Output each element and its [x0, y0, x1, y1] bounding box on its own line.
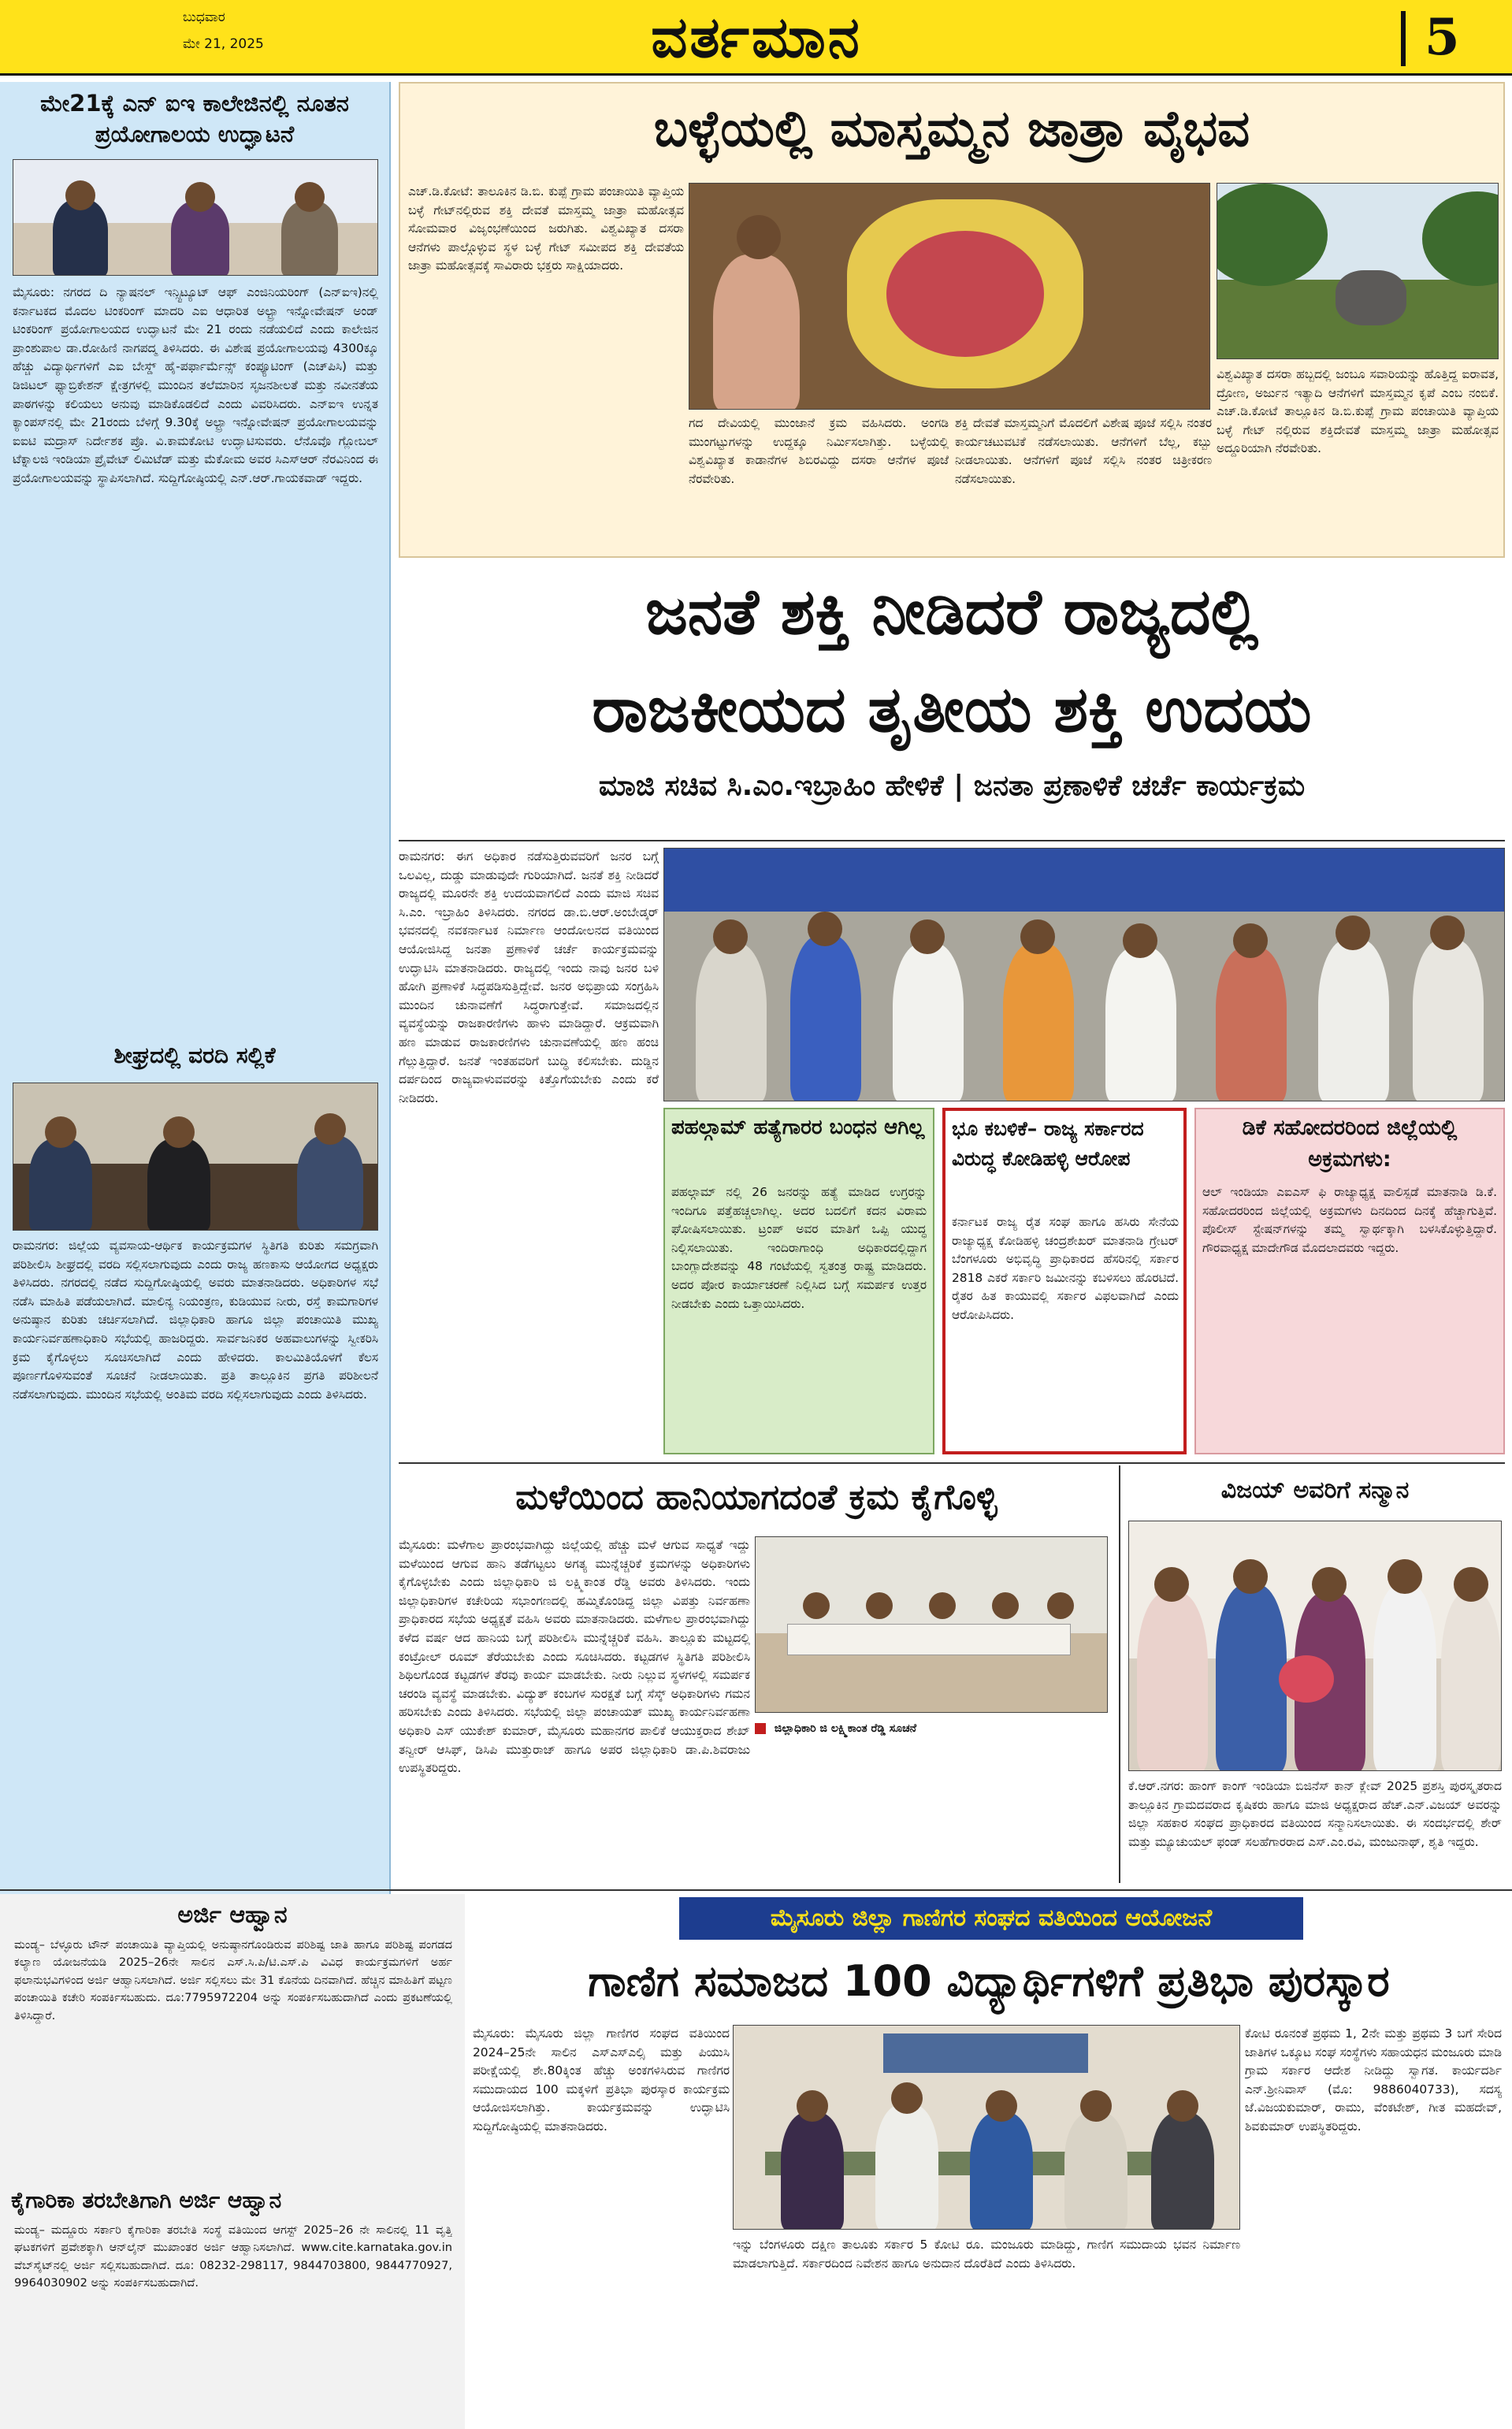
- bottom-col2: ಇನ್ನು ಬೆಂಗಳೂರು ದಕ್ಷಿಣ ತಾಲೂಕು ಸರ್ಕಾರ 5 ಕೋಟಿ ರೂ. ಮಂಜೂರು ಮಾಡಿದ್ದು, ಗಾಣಿಗ ಸಮುದಾಯ ಭವನ ನಿರ್ಮಾಣ ಮಾಡಲಾಗುತ್ತಿದೆ. ಸರ್ಕಾರದಿಂದ ನಿವೇಶನ ಹಾಗೂ ಅನುದಾನ ದೊರೆತಿದೆ ಎಂದು ತಿಳಿಸಿದರು.: [733, 2238, 1240, 2271]
- notice-1-headline: ಅರ್ಜಿ ಆಹ್ವಾನ: [177, 1901, 288, 1929]
- left-story-1-headline: ಮೇ21ಕ್ಕೆ ಎನ್ ಐಇ ಕಾಲೇಜಿನಲ್ಲಿ ನೂತನ ಪ್ರಯೋಗಾಲಯ ಉದ್ಘಾಟನೆ: [40, 90, 349, 147]
- bottom-divider: [0, 1889, 1512, 1891]
- box-green-headline: ಪಹಲ್ಗಾಮ್ ಹತ್ಯೆಗಾರರ ಬಂಧನ ಆಗಿಲ್ಲ: [671, 1116, 925, 1139]
- mid-divider: [399, 1462, 1505, 1464]
- felicitation-divider: [1119, 1465, 1120, 1883]
- left-story-2-photo: [13, 1083, 378, 1231]
- top-story-col2: ಗದ ದೇವಿಯಲ್ಲಿ ಮುಂಜಾನೆ ಕ್ರಮ ವಹಿಸಿದರು. ಅಂಗಡಿ ಮುಂಗಟ್ಟುಗಳನ್ನು ಉದ್ದಕ್ಕೂ ನಿರ್ಮಿಸಲಾಗಿತ್ತು. ಬಳ್ಳೆಯಲ್ಲಿ ವಿಶ್ವವಿಖ್ಯಾತ ಕಾಡಾನೆಗಳ ಶಿಬಿರವಿದ್ದು ದಸರಾ ಆನೆಗಳ ಪೂಜೆ ನೆರವೇರಿತು.: [689, 416, 949, 486]
- felicitation-headline: ವಿಜಯ್ ಅವರಿಗೆ ಸನ್ಮಾನ: [1220, 1476, 1410, 1504]
- lead-headline-line1: ಜನತೆ ಶಕ್ತಿ ನೀಡಿದರೆ ರಾಜ್ಯದಲ್ಲಿ: [645, 575, 1259, 648]
- top-story-col1: ಎಚ್.ಡಿ.ಕೋಟೆ: ತಾಲೂಕಿನ ಡಿ.ಬಿ. ಕುಪ್ಪೆ ಗ್ರಾಮ ಪಂಚಾಯಿತಿ ವ್ಯಾಪ್ತಿಯ ಬಳ್ಳೆ ಗೇಟ್‌ನಲ್ಲಿರುವ ಶಕ್ತಿ ದೇವತೆ ಮಾಸ್ತಮ್ಮ ಜಾತ್ರಾ ಮಹೋತ್ಸವ ಸೋಮವಾರ ವಿಜೃಂಭಣೆಯಿಂದ ಜರುಗಿತು. ವಿಶ್ವವಿಖ್ಯಾತ ದಸರಾ ಆನೆಗಳು ಪಾಲ್ಗೊಳ್ಳುವ ಸ್ಥಳ ಬಳ್ಳೆ ಗೇಟ್ ಸಮೀಪದ ಶಕ್ತಿ ದೇವತೆಯ ಜಾತ್ರಾ ಮಹೋತ್ಸವಕ್ಕೆ ಸಾವಿರಾರು ಭಕ್ತರು ಸಾಕ್ಷಿಯಾದರು.: [408, 184, 684, 273]
- masthead-day: ಬುಧವಾರ: [183, 9, 225, 25]
- page-number: 5: [1425, 8, 1460, 67]
- rain-photo: [755, 1536, 1108, 1713]
- rain-headline: ಮಳೆಯಿಂದ ಹಾನಿಯಾಗದಂತೆ ಕ್ರಮ ಕೈಗೊಳ್ಳಿ: [515, 1477, 997, 1517]
- box-pink-body: ಆಲ್ ಇಂಡಿಯಾ ಎಐಎಸ್ ಫಿ ರಾಜ್ಯಾಧ್ಯಕ್ಷ ವಾಲಿಸ್ಪಡೆ ಮಾತನಾಡಿ ಡಿ.ಕೆ. ಸಹೋದರರಿಂದ ಜಿಲ್ಲೆಯಲ್ಲಿ ಅಕ್ರಮಗಳು ದಿನದಿಂದ ದಿನಕ್ಕೆ ಹೆಚ್ಚಾಗುತ್ತಿವೆ. ಪೊಲೀಸ್ ಸ್ಟೇಷನ್‌ಗಳನ್ನು ತಮ್ಮ ಸ್ವಾರ್ಥಕ್ಕಾಗಿ ಬಳಸಿಕೊಳ್ಳುತ್ತಿದ್ದಾರೆ. ಗೌರವಾಧ್ಯಕ್ಷ ಮಾದೇಗೌಡ ಮೊದಲಾದವರು ಇದ್ದರು.: [1202, 1185, 1497, 1255]
- top-story-photo-elephant: [1217, 183, 1499, 359]
- bottom-headline: ಗಾಣಿಗ ಸಮಾಜದ 100 ವಿದ್ಯಾರ್ಥಿಗಳಿಗೆ ಪ್ರತಿಭಾ ಪುರಸ್ಕಾರ: [588, 1956, 1390, 2006]
- rain-caption-icon: [755, 1723, 766, 1734]
- newspaper-title: ವರ್ತಮಾನ: [651, 3, 862, 70]
- lead-divider: [399, 840, 1505, 841]
- bottom-photo: [733, 2025, 1240, 2230]
- masthead-date: ಮೇ 21, 2025: [183, 36, 264, 52]
- felicitation-photo: [1128, 1521, 1502, 1771]
- rain-body-col1: ಮೈಸೂರು: ಮಳೆಗಾಲ ಪ್ರಾರಂಭವಾಗಿದ್ದು ಜಿಲ್ಲೆಯಲ್ಲಿ ಹೆಚ್ಚು ಮಳೆ ಆಗುವ ಸಾಧ್ಯತೆ ಇದ್ದು ಮಳೆಯಿಂದ ಆಗುವ ಹಾನಿ ತಡೆಗಟ್ಟಲು ಅಗತ್ಯ ಮುನ್ನೆಚ್ಚರಿಕೆ ಕ್ರಮಗಳನ್ನು ಅಧಿಕಾರಿಗಳು ಕೈಗೊಳ್ಳಬೇಕು ಎಂದು ಜಿಲ್ಲಾಧಿಕಾರಿ ಜಿ ಲಕ್ಷ್ಮಿಕಾಂತ ರೆಡ್ಡಿ ಅವರು ತಿಳಿಸಿದರು. ಇಂದು ಜಿಲ್ಲಾಧಿಕಾರಿಗಳ ಕಚೇರಿಯ ಸಭಾಂಗಣದಲ್ಲಿ ಹಮ್ಮಿಕೊಂಡಿದ್ದ ಜಿಲ್ಲಾ ವಿಪತ್ತು ನಿರ್ವಹಣಾ ಪ್ರಾಧಿಕಾರದ ಸಭೆಯ ಅಧ್ಯಕ್ಷತೆ ವಹಿಸಿ ಅವರು ಮಾತನಾಡಿದರು. ಮಳೆಗಾಲ ಪ್ರಾರಂಭವಾಗಿದ್ದು ಕಳೆದ ವರ್ಷ ಆದ ಹಾನಿಯ ಬಗ್ಗೆ ಪರಿಶೀಲಿಸಿ ಮುನ್ನೆಚ್ಚರಿಕೆ ವಹಿಸಿ. ತಾಲ್ಲೂಕು ಮಟ್ಟದಲ್ಲಿ ಕಂಟ್ರೋಲ್ ರೂಮ್ ತೆರೆಯಬೇಕು ಎಂದು ಸೂಚಿಸಿದರು. ಕಟ್ಟಡಗಳ ಸ್ಥಿತಿಗತಿ ಪರಿಶೀಲಿಸಿ ಶಿಥಿಲಗೊಂಡ ಕಟ್ಟಡಗಳ ತೆರವು ಕಾರ್ಯ ಮಾಡಬೇಕು. ನೀರು ನಿಲ್ಲುವ ಸ್ಥಳಗಳಲ್ಲಿ ಸಮರ್ಪಕ ಚರಂಡಿ ವ್ಯವಸ್ಥೆ ಮಾಡಬೇಕು. ವಿದ್ಯುತ್ ಕಂಬಗಳ ಸುರಕ್ಷತೆ ಬಗ್ಗೆ ಸೆಸ್ಕ್ ಅಧಿಕಾರಿಗಳು ಗಮನ ಹರಿಸಬೇಕು ಎಂದು ತಿಳಿಸಿದರು. ಸಭೆಯಲ್ಲಿ ಜಿಲ್ಲಾ ಪಂಚಾಯತ್ ಮುಖ್ಯ ಕಾರ್ಯನಿರ್ವಹಣಾ ಅಧಿಕಾರಿ ಎಸ್ ಯುಕೇಶ್ ಕುಮಾರ್, ಮೈಸೂರು ಮಹಾನಗರ ಪಾಲಿಕೆ ಆಯುಕ್ತರಾದ ಶೇಖ್ ತನ್ವೀರ್ ಆಸಿಫ್, ಡಿಸಿಪಿ ಮುತ್ತುರಾಜ್ ಹಾಗೂ ಅಪರ ಜಿಲ್ಲಾಧಿಕಾರಿ ಡಾ.ಪಿ.ಶಿವರಾಜು ಉಪಸ್ಥಿತರಿದ್ದರು.: [399, 1538, 750, 1776]
- masthead-divider: [1401, 11, 1406, 66]
- top-story-col3: ಶಕ್ತಿ ದೇವತೆ ಮಾಸ್ತಮ್ಮನಿಗೆ ಮೊದಲಿಗೆ ವಿಶೇಷ ಪೂಜೆ ಸಲ್ಲಿಸಿ ನಂತರ ಕಾರ್ಯಚಟುವಟಿಕೆ ನಡೆಸಲಾಯಿತು. ಆನೆಗಳಿಗೆ ಬೆಲ್ಲ, ಕಬ್ಬು ನೀಡಲಾಯಿತು. ಆನೆಗಳಿಗೆ ಪೂಜೆ ಸಲ್ಲಿಸಿ ನಂತರ ಚಿತ್ರೀಕರಣ ನಡೆಸಲಾಯಿತು.: [955, 416, 1212, 486]
- bottom-col3: ಕೋಟಿ ರೂನಂತೆ ಪ್ರಥಮ 1, 2ನೇ ಮತ್ತು ಪ್ರಥಮ 3 ಬಗೆ ಸೇರಿದ ಜಾತಿಗಳ ಒಕ್ಕೂಟ ಸಂಘ ಸಂಸ್ಥೆಗಳು ಸಹಾಯಧನ ಮಂಜೂರು ಮಾಡಿ ಗ್ರಾಮ ಸರ್ಕಾರ ಆದೇಶ ನೀಡಿದ್ದು ಸ್ವಾಗತ. ಕಾರ್ಯದರ್ಶಿ ಎನ್.ಶ್ರೀನಿವಾಸ್ (ಮೊ: 9886040733), ಸದಸ್ಯ ಜೆ.ವಿಜಯಕುಮಾರ್, ರಾಮು, ವೆಂಕಟೇಶ್, ಗೀತ ಮಹದೇವ್, ಶಿವಕುಮಾರ್ ಉಪಸ್ಥಿತರಿದ್ದರು.: [1245, 2026, 1502, 2134]
- left-story-1-body: ಮೈಸೂರು: ನಗರದ ದಿ ನ್ಯಾಷನಲ್ ಇನ್ಸ್ಟಿಟ್ಯೂಟ್ ಆಫ್ ಎಂಜಿನಿಯರಿಂಗ್ (ಎನ್ಐಇ)ನಲ್ಲಿ ಕರ್ನಾಟಕದ ಮೊದಲ ಟಿಂಕರಿಂಗ್ ಮಾದರಿ ಎಐ ಆಧಾರಿತ ಅಲ್ಟ್ರಾ ಇನ್ನೋವೇಷನ್ ಅಂಡ್ ಟಿಂಕರಿಂಗ್ ಪ್ರಯೋಗಾಲಯದ ಉದ್ಘಾಟನೆ ಮೇ 21 ರಂದು ನಡೆಯಲಿದೆ ಎಂದು ಕಾಲೇಜಿನ ಪ್ರಾಂಶುಪಾಲ ಡಾ.ರೋಹಿಣಿ ನಾಗಪದ್ಮ ತಿಳಿಸಿದರು. ಈ ವಿಶೇಷ ಪ್ರಯೋಗಾಲಯವು 4300ಕ್ಕೂ ಹೆಚ್ಚು ವಿದ್ಯಾರ್ಥಿಗಳಿಗೆ ಎಐ ಬೇಸ್ಡ್ ಹೈ-ಪರ್ಫಾರ್ಮೆನ್ಸ್ ಕಂಪ್ಯೂಟಿಂಗ್ (ಎಚ್‌ಪಿಸಿ) ಮತ್ತು ಡಿಜಿಟಲ್ ಫ್ಯಾಬ್ರಿಕೇಶನ್ ಕ್ಷೇತ್ರಗಳಲ್ಲಿ ಮುಂದಿನ ತಲೆಮಾರಿನ ಸೃಜನಶೀಲತೆ ಮತ್ತು ನವೀನತೆಯ ಪಾಠಗಳನ್ನು ಕಲಿಯಲು ಅನುವು ಮಾಡಿಕೊಡಲಿದೆ ಎಂದು ವಿವರಿಸಿದರು. ಎನ್ಐಇ ಉನ್ನತ ಕ್ಯಾಂಪಸ್‌ನಲ್ಲಿ ಮೇ 21ರಂದು ಬೆಳಿಗ್ಗೆ 9.30ಕ್ಕೆ ಅಲ್ಟ್ರಾ ಇನ್ನೋವೇಷನ್ ಪ್ರಯೋಗಾಲಯವನ್ನು ಐಐಟಿ ಮದ್ರಾಸ್ ನಿರ್ದೇಶಕ ಪ್ರೊ. ವಿ.ಕಾಮಕೋಟಿ ಉದ್ಘಾಟಿಸುವರು. ಲೆನೊವೊ ಗ್ಲೋಬಲ್ ಟೆಕ್ನಾಲಜಿ ಇಂಡಿಯಾ ಪ್ರೈವೇಟ್ ಲಿಮಿಟೆಡ್ ಮತ್ತು ಮೆಕೋಮ ಅವರ ಸಿಎಸ್‌ಆರ್ ನೆರವಿನಿಂದ ಈ ಪ್ರಯೋಗಾಲಯವನ್ನು ಸ್ಥಾಪಿಸಲಾಗಿದೆ. ಸುದ್ದಿಗೋಷ್ಠಿಯಲ್ಲಿ ಎನ್.ಆರ್.ಗಾಯಕವಾಡ್ ಇದ್ದರು.: [13, 285, 378, 485]
- notice-1-body: ಮಂಡ್ಯ– ಬೆಳ್ಳೂರು ಟೌನ್ ಪಂಚಾಯಿತಿ ವ್ಯಾಪ್ತಿಯಲ್ಲಿ ಅನುಷ್ಠಾನಗೊಂಡಿರುವ ಪರಿಶಿಷ್ಟ ಜಾತಿ ಹಾಗೂ ಪರಿಶಿಷ್ಟ ಪಂಗಡದ ಕಲ್ಯಾಣ ಯೋಜನೆಯಡಿ 2025–26ನೇ ಸಾಲಿನ ಎಸ್.ಸಿ.ಪಿ/ಟಿ.ಎಸ್.ಪಿ ವಿವಿಧ ಕಾರ್ಯಕ್ರಮಗಳಿಗೆ ಅರ್ಹ ಫಲಾನುಭವಿಗಳಿಂದ ಅರ್ಜಿ ಆಹ್ವಾನಿಸಲಾಗಿದೆ. ಅರ್ಜಿ ಸಲ್ಲಿಸಲು ಮೇ 31 ಕೊನೆಯ ದಿನವಾಗಿದೆ. ಹೆಚ್ಚಿನ ಮಾಹಿತಿಗೆ ಪಟ್ಟಣ ಪಂಚಾಯಿತಿ ಕಚೇರಿ ಸಂಪರ್ಕಿಸಬಹುದು. ದೂ:7795972204 ಅನ್ನು ಸಂಪರ್ಕಿಸಬಹುದಾಗಿದೆ ಎಂದು ಪ್ರಕಟಣೆಯಲ್ಲಿ ತಿಳಿಸಿದ್ದಾರೆ.: [14, 1938, 452, 2022]
- left-story-1-photo: [13, 159, 378, 276]
- felicitation-body: ಕೆ.ಆರ್.ನಗರ: ಹಾಂಗ್ ಕಾಂಗ್ ಇಂಡಿಯಾ ಬಿಜಿನೆಸ್ ಕಾನ್ ಕ್ಲೇವ್ 2025 ಪ್ರಶಸ್ತಿ ಪುರಸ್ಕೃತರಾದ ತಾಲ್ಲೂಕಿನ ಗ್ರಾಮದವರಾದ ಕೃಷಿಕರು ಹಾಗೂ ಮಾಜಿ ಅಧ್ಯಕ್ಷರಾದ ಹೆಚ್.ಎನ್.ವಿಜಯ್ ಅವರನ್ನು ಜಿಲ್ಲಾ ಸಹಕಾರ ಸಂಘದ ಪ್ರಾಧಿಕಾರದ ವತಿಯಿಂದ ಸನ್ಮಾನಿಸಲಾಯಿತು. ಈ ಸಂದರ್ಭದಲ್ಲಿ ಶೇರ್ ಮತ್ತು ಮ್ಯೂಚುಯಲ್ ಫಂಡ್ ಸಲಹೆಗಾರರಾದ ಎಸ್.ಎಂ.ರವಿ, ಮಂಜುನಾಥ್, ಶೃತಿ ಇದ್ದರು.: [1128, 1779, 1502, 1849]
- rain-photo-caption: ಜಿಲ್ಲಾಧಿಕಾರಿ ಜಿ ಲಕ್ಷ್ಮಿಕಾಂತ ರೆಡ್ಡಿ ಸೂಚನೆ: [774, 1722, 917, 1735]
- lead-subhead: ಮಾಜಿ ಸಚಿವ ಸಿ.ಎಂ.ಇಬ್ರಾಹಿಂ ಹೇಳಿಕೆ | ಜನತಾ ಪ್ರಣಾಳಿಕೆ ಚರ್ಚೆ ಕಾರ್ಯಕ್ರಮ: [598, 770, 1306, 802]
- box-green-body: ಪಹಲ್ಗಾಮ್ ನಲ್ಲಿ 26 ಜನರನ್ನು ಹತ್ಯೆ ಮಾಡಿದ ಉಗ್ರರನ್ನು ಇಂದಿಗೂ ಪತ್ತೆಹಚ್ಚಲಾಗಿಲ್ಲ. ಅದರ ಬದಲಿಗೆ ಕದನ ವಿರಾಮ ಘೋಷಿಸಲಾಯಿತು. ಟ್ರಂಪ್ ಅವರ ಮಾತಿಗೆ ಒಪ್ಪಿ ಯುದ್ಧ ನಿಲ್ಲಿಸಲಾಯಿತು. ಇಂದಿರಾಗಾಂಧಿ ಅಧಿಕಾರದಲ್ಲಿದ್ದಾಗ ಬಾಂಗ್ಲಾದೇಶವನ್ನು 48 ಗಂಟೆಯಲ್ಲಿ ಸ್ವತಂತ್ರ ರಾಷ್ಟ್ರ ಮಾಡಿದರು. ಅದರ ಪೋರ ಕಾರ್ಯಾಚರಣೆ ನಿಲ್ಲಿಸಿದ ಬಗ್ಗೆ ಸಮರ್ಪಕ ಉತ್ತರ ನೀಡಬೇಕು ಎಂದು ಒತ್ತಾಯಿಸಿದರು.: [671, 1185, 927, 1311]
- masthead: [0, 0, 1512, 76]
- top-story-col4: ವಿಶ್ವವಿಖ್ಯಾತ ದಸರಾ ಹಬ್ಬದಲ್ಲಿ ಜಂಬೂ ಸವಾರಿಯನ್ನು ಹೊತ್ತಿದ್ದ ಐರಾವತ, ದ್ರೋಣ, ಅರ್ಜುನ ಇತ್ಯಾದಿ ಆನೆಗಳಿಗೆ ಮಾಸ್ತಮ್ಮನ ಕೃಪೆ ಎಂಬ ನಂಬಿಕೆ. ಎಚ್.ಡಿ.ಕೋಟೆ ತಾಲ್ಲೂಕಿನ ಡಿ.ಬಿ.ಕುಪ್ಪೆ ಗ್ರಾಮ ಪಂಚಾಯಿತಿ ವ್ಯಾಪ್ತಿಯ ಬಳ್ಳೆ ಗೇಟ್ ನಲ್ಲಿರುವ ಶಕ್ತಿದೇವತೆ ಮಾಸ್ತಮ್ಮ ಜಾತ್ರಾ ಮಹೋತ್ಸವ ಅದ್ದೂರಿಯಾಗಿ ನೆರವೇರಿತು.: [1217, 367, 1499, 456]
- lead-headline-line2: ರಾಜಕೀಯದ ತೃತೀಯ ಶಕ್ತಿ ಉದಯ: [592, 673, 1312, 746]
- notice-2-headline: ಕೈಗಾರಿಕಾ ತರಬೇತಿಗಾಗಿ ಅರ್ಜಿ ಆಹ್ವಾನ: [11, 2187, 282, 2213]
- top-story-headline: ಬಳ್ಳೆಯಲ್ಲಿ ಮಾಸ್ತಮ್ಮನ ಜಾತ್ರಾ ವೈಭವ: [653, 100, 1250, 158]
- left-story-2-body: ರಾಮನಗರ: ಜಿಲ್ಲೆಯ ವ್ಯವಸಾಯ-ಆರ್ಥಿಕ ಕಾರ್ಯಕ್ರಮಗಳ ಸ್ಥಿತಿಗತಿ ಕುರಿತು ಸಮಗ್ರವಾಗಿ ಪರಿಶೀಲಿಸಿ ಶೀಘ್ರದಲ್ಲಿ ವರದಿ ಸಲ್ಲಿಸಲಾಗುವುದು ಎಂದು ರಾಜ್ಯ ಹಣಕಾಸು ಆಯೋಗದ ಅಧ್ಯಕ್ಷರು ತಿಳಿಸಿದರು. ನಗರದಲ್ಲಿ ನಡೆದ ಸುದ್ದಿಗೋಷ್ಠಿಯಲ್ಲಿ ಅವರು ಮಾತನಾಡಿದರು. ಅಧಿಕಾರಿಗಳ ಸಭೆ ನಡೆಸಿ ಮಾಹಿತಿ ಪಡೆಯಲಾಗಿದೆ. ಮಾಲಿನ್ಯ ನಿಯಂತ್ರಣ, ಕುಡಿಯುವ ನೀರು, ರಸ್ತೆ ಕಾಮಗಾರಿಗಳ ಅನುಷ್ಠಾನ ಕುರಿತು ಚರ್ಚಿಸಲಾಗಿದೆ. ಜಿಲ್ಲಾಧಿಕಾರಿ ಹಾಗೂ ಜಿಲ್ಲಾ ಪಂಚಾಯಿತಿ ಮುಖ್ಯ ಕಾರ್ಯನಿರ್ವಹಣಾಧಿಕಾರಿ ಸಭೆಯಲ್ಲಿ ಹಾಜರಿದ್ದರು. ಸಾರ್ವಜನಿಕರ ಅಹವಾಲುಗಳನ್ನು ಸ್ವೀಕರಿಸಿ ಕ್ರಮ ಕೈಗೊಳ್ಳಲು ಸೂಚಿಸಲಾಗಿದೆ ಎಂದು ಹೇಳಿದರು. ಕಾಲಮಿತಿಯೊಳಗೆ ಕೆಲಸ ಪೂರ್ಣಗೊಳಿಸುವಂತೆ ಸೂಚನೆ ನೀಡಲಾಯಿತು. ಪ್ರತಿ ತಾಲ್ಲೂಕಿನ ಪ್ರಗತಿ ಪರಿಶೀಲನೆ ನಡೆಸಲಾಗುವುದು. ಮುಂದಿನ ಸಭೆಯಲ್ಲಿ ಅಂತಿಮ ವರದಿ ಸಲ್ಲಿಸಲಾಗುವುದು ಎಂದು ತಿಳಿಸಿದರು.: [13, 1239, 378, 1402]
- bottom-kicker: ಮೈಸೂರು ಜಿಲ್ಲಾ ಗಾಣಿಗರ ಸಂಘದ ವತಿಯಿಂದ ಆಯೋಜನೆ: [679, 1897, 1303, 1940]
- box-red-headline: ಭೂ ಕಬಳಿಕೆ– ರಾಜ್ಯ ಸರ್ಕಾರದ ವಿರುದ್ಧ ಕೋಡಿಹಳ್ಳಿ ಆರೋಪ: [952, 1117, 1144, 1170]
- rain-body-col2: [755, 1719, 1108, 1883]
- lead-photo: [663, 848, 1505, 1101]
- lead-body: ರಾಮನಗರ: ಈಗ ಅಧಿಕಾರ ನಡೆಸುತ್ತಿರುವವರಿಗೆ ಜನರ ಬಗ್ಗೆ ಒಲವಿಲ್ಲ, ದುಡ್ಡು ಮಾಡುವುದೇ ಗುರಿಯಾಗಿದೆ. ಜನತೆ ಶಕ್ತಿ ನೀಡಿದರೆ ರಾಜ್ಯದಲ್ಲಿ ಮೂರನೇ ಶಕ್ತಿ ಉದಯವಾಗಲಿದೆ ಎಂದು ಮಾಜಿ ಸಚಿವ ಸಿ.ಎಂ. ಇಬ್ರಾಹಿಂ ತಿಳಿಸಿದರು. ನಗರದ ಡಾ.ಬಿ.ಆರ್.ಅಂಬೇಡ್ಕರ್ ಭವನದಲ್ಲಿ ನವಕರ್ನಾಟಕ ನಿರ್ಮಾಣ ಆಂದೋಲನದ ವತಿಯಿಂದ ಆಯೋಜಿಸಿದ್ದ ಜನತಾ ಪ್ರಣಾಳಿಕೆ ಚರ್ಚೆ ಕಾರ್ಯಕ್ರಮವನ್ನು ಉದ್ಘಾಟಿಸಿ ಮಾತನಾಡಿದರು. ರಾಜ್ಯದಲ್ಲಿ ಇಂದು ನಾವು ಜನರ ಬಳಿ ಹೋಗಿ ಪ್ರಣಾಳಿಕೆ ಸಿದ್ಧಪಡಿಸುತ್ತಿದ್ದೇವೆ. ಜನರ ಅಭಿಪ್ರಾಯ ಸಂಗ್ರಹಿಸಿ ಮುಂದಿನ ಚುನಾವಣೆಗೆ ಸಿದ್ಧರಾಗುತ್ತೇವೆ. ಸಮಾಜದಲ್ಲಿನ ವ್ಯವಸ್ಥೆಯನ್ನು ರಾಜಕಾರಣಿಗಳು ಹಾಳು ಮಾಡಿದ್ದಾರೆ. ಆಕ್ರಮವಾಗಿ ಹಣ ಮಾಡುವ ರಾಜಕಾರಣಿಗಳು ಚುನಾವಣೆಯಲ್ಲಿ ಹಣ ಹಂಚಿ ಗೆಲ್ಲುತ್ತಿದ್ದಾರೆ. ಜನತೆ ಇಂತಹವರಿಗೆ ಬುದ್ಧಿ ಕಲಿಸಬೇಕು. ದುಡ್ಡಿನ ದರ್ಪದಿಂದ ರಾಜ್ಯವಾಳುವವರನ್ನು ಕಿತ್ತೊಗೆಯಬೇಕು ಎಂದು ಕರೆ ನೀಡಿದರು.: [399, 849, 659, 1105]
- box-pink-headline: ಡಿಕೆ ಸಹೋದರರಿಂದ ಜಿಲ್ಲೆಯಲ್ಲಿ ಅಕ್ರಮಗಳು:: [1242, 1116, 1458, 1172]
- notice-2-body: ಮಂಡ್ಯ– ಮದ್ದೂರು ಸರ್ಕಾರಿ ಕೈಗಾರಿಕಾ ತರಬೇತಿ ಸಂಸ್ಥೆ ವತಿಯಿಂದ ಆಗಸ್ಟ್ 2025–26 ನೇ ಸಾಲಿನಲ್ಲಿ 11 ವೃತ್ತಿ ಘಟಕಗಳಿಗೆ ಪ್ರವೇಶಕ್ಕಾಗಿ ಆನ್‌ಲೈನ್ ಮುಖಾಂತರ ಅರ್ಜಿ ಆಹ್ವಾನಿಸಲಾಗಿದೆ. www.cite.karnataka.gov.in ವೆಬ್‌ಸೈಟ್‌ನಲ್ಲಿ ಅರ್ಜಿ ಸಲ್ಲಿಸಬಹುದಾಗಿದೆ. ದೂ: 08232-298117, 9844703800, 9844770927, 9964030902 ಅನ್ನು ಸಂಪರ್ಕಿಸಬಹುದಾಗಿದೆ.: [14, 2223, 452, 2290]
- top-story-photo-shrine: [689, 183, 1210, 410]
- left-story-2-headline: ಶೀಘ್ರದಲ್ಲಿ ವರದಿ ಸಲ್ಲಿಕೆ: [113, 1042, 276, 1068]
- box-red-body: ಕರ್ನಾಟಕ ರಾಜ್ಯ ರೈತ ಸಂಘ ಹಾಗೂ ಹಸಿರು ಸೇನೆಯ ರಾಜ್ಯಾಧ್ಯಕ್ಷ ಕೋಡಿಹಳ್ಳಿ ಚಂದ್ರಶೇಖರ್ ಮಾತನಾಡಿ ಗ್ರೇಟರ್ ಬೆಂಗಳೂರು ಅಭಿವೃದ್ಧಿ ಪ್ರಾಧಿಕಾರದ ಹೆಸರಿನಲ್ಲಿ ಸರ್ಕಾರ 2818 ಎಕರೆ ಸರ್ಕಾರಿ ಜಮೀನನ್ನು ಕಬಳಿಸಲು ಹೊರಟಿದೆ. ರೈತರ ಹಿತ ಕಾಯುವಲ್ಲಿ ಸರ್ಕಾರ ವಿಫಲವಾಗಿದೆ ಎಂದು ಆರೋಪಿಸಿದರು.: [952, 1215, 1179, 1322]
- bottom-col1: ಮೈಸೂರು: ಮೈಸೂರು ಜಿಲ್ಲಾ ಗಾಣಿಗರ ಸಂಘದ ವತಿಯಿಂದ 2024–25ನೇ ಸಾಲಿನ ಎಸ್ಎಸ್ಎಲ್ಸಿ ಮತ್ತು ಪಿಯುಸಿ ಪರೀಕ್ಷೆಯಲ್ಲಿ ಶೇ.80ಕ್ಕಿಂತ ಹೆಚ್ಚು ಅಂಕಗಳಿಸಿರುವ ಗಾಣಿಗರ ಸಮುದಾಯದ 100 ಮಕ್ಕಳಿಗೆ ಪ್ರತಿಭಾ ಪುರಸ್ಕಾರ ಕಾರ್ಯಕ್ರಮ ಆಯೋಜಿಸಲಾಗಿತ್ತು. ಕಾರ್ಯಕ್ರಮವನ್ನು ಉದ್ಘಾಟಿಸಿ ಸುದ್ದಿಗೋಷ್ಠಿಯಲ್ಲಿ ಮಾತನಾಡಿದರು.: [473, 2026, 730, 2134]
